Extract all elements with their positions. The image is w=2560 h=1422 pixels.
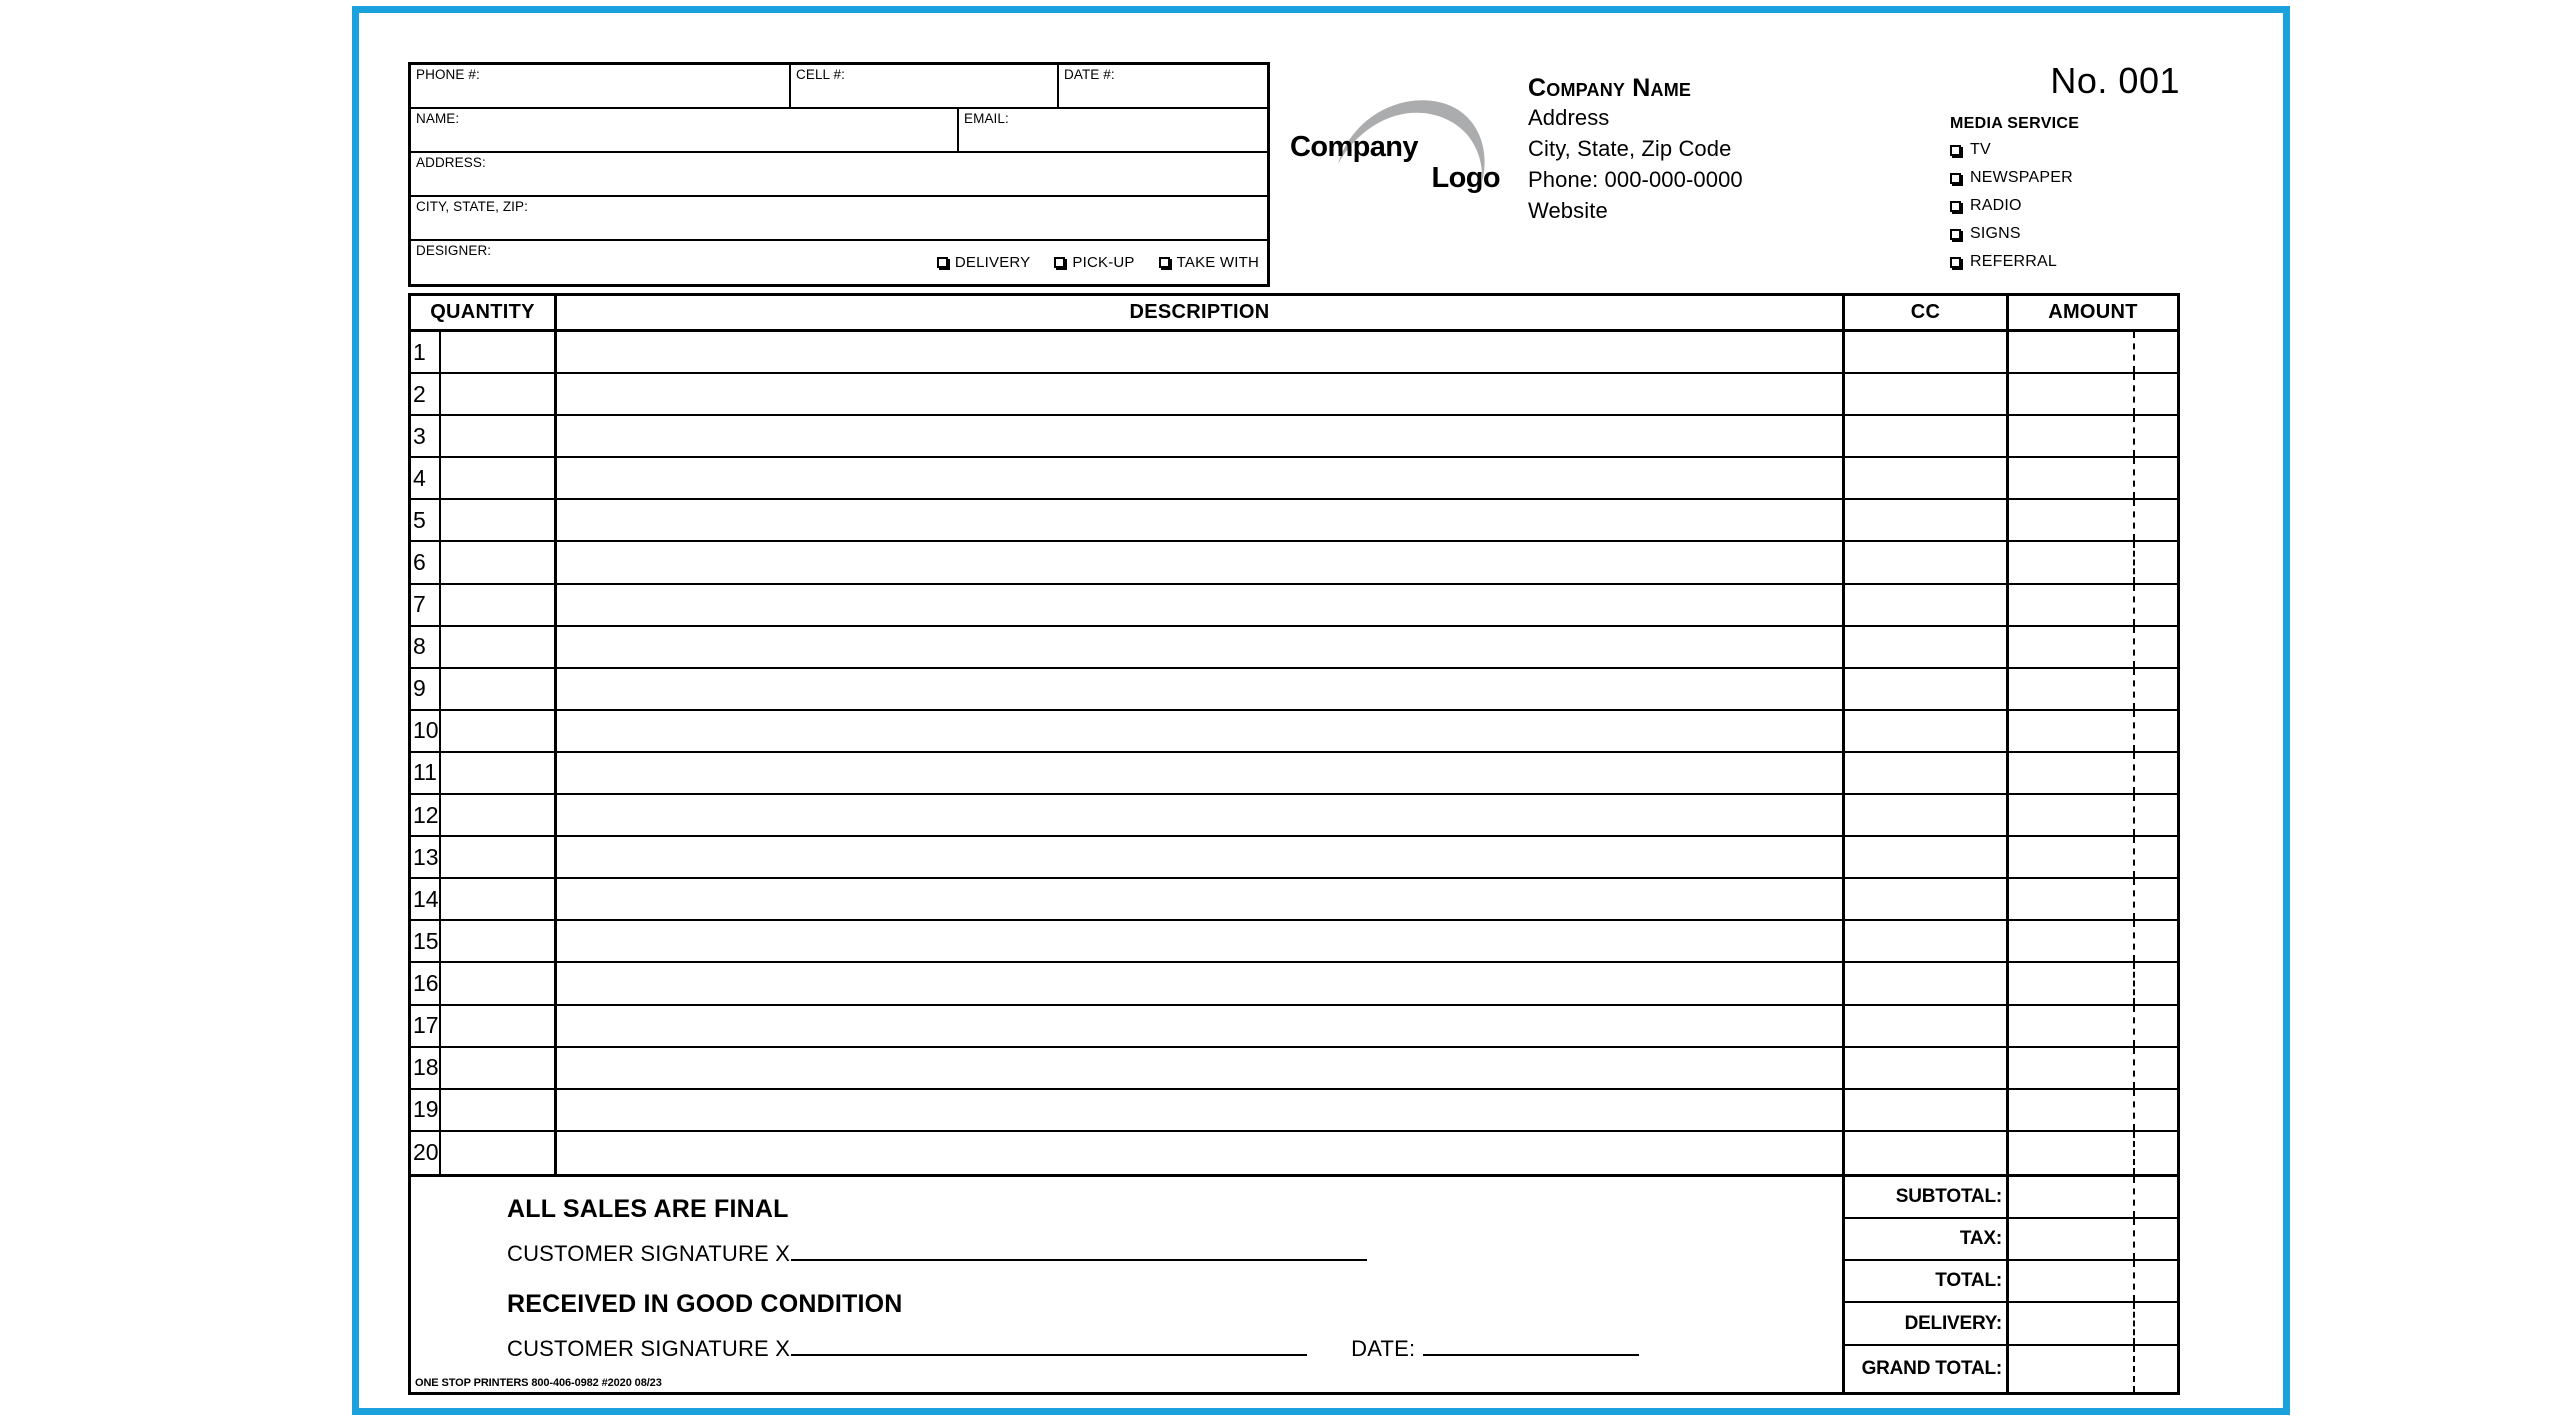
signature-line-1	[507, 1241, 1367, 1267]
company-phone: Phone: 000-000-0000	[1528, 167, 1743, 192]
table-row	[411, 542, 2177, 584]
cell-quantity[interactable]	[441, 921, 557, 961]
delivery-options-group	[937, 254, 1259, 271]
row-number: 5	[411, 500, 441, 540]
totals-value-grand-total[interactable]	[2009, 1346, 2177, 1392]
cell-amount[interactable]	[2009, 837, 2177, 877]
cell-amount[interactable]	[2009, 795, 2177, 835]
checkbox-label-delivery: DELIVERY	[954, 254, 1031, 271]
logo-word-logo: Logo	[1431, 162, 1500, 194]
cents-divider	[2133, 458, 2135, 498]
field-phone-label: PHONE #:	[416, 67, 480, 82]
cell-cc[interactable]	[1845, 669, 2009, 709]
cents-divider	[2133, 921, 2135, 961]
table-row	[411, 711, 2177, 753]
cell-amount[interactable]	[2009, 963, 2177, 1003]
checkbox-option-newspaper[interactable]	[1950, 164, 2180, 192]
cell-amount[interactable]	[2009, 921, 2177, 961]
cents-divider	[2133, 753, 2135, 793]
cell-amount[interactable]	[2009, 627, 2177, 667]
cell-amount[interactable]	[2009, 416, 2177, 456]
cents-divider	[2133, 1346, 2135, 1392]
cents-divider	[2133, 837, 2135, 877]
checkbox-option-take-with[interactable]	[1159, 254, 1259, 271]
field-city-state-zip[interactable]	[411, 197, 1267, 239]
field-designer-label: DESIGNER:	[416, 243, 492, 258]
cell-quantity[interactable]	[441, 374, 557, 414]
customer-info-table	[408, 62, 1270, 287]
cell-quantity[interactable]	[441, 542, 557, 582]
totals-value-total[interactable]	[2009, 1261, 2177, 1301]
cents-divider	[2133, 585, 2135, 625]
cell-amount[interactable]	[2009, 669, 2177, 709]
cell-cc[interactable]	[1845, 542, 2009, 582]
totals-value-tax[interactable]	[2009, 1219, 2177, 1259]
cell-quantity[interactable]	[441, 711, 557, 751]
column-header-cc-label: CC	[1910, 301, 1941, 323]
cents-divider	[2133, 963, 2135, 1003]
cell-quantity[interactable]	[441, 669, 557, 709]
cell-description[interactable]	[557, 332, 1845, 372]
checkbox-option-signs[interactable]	[1950, 220, 2180, 248]
signature-label-2: CUSTOMER SIGNATURE X	[507, 1335, 791, 1361]
checkbox-icon-take-with[interactable]	[1159, 257, 1170, 268]
cell-description[interactable]	[557, 585, 1845, 625]
field-cell[interactable]	[791, 65, 1059, 107]
checkbox-icon-signs[interactable]	[1950, 229, 1961, 240]
table-row	[411, 879, 2177, 921]
cell-amount[interactable]	[2009, 879, 2177, 919]
table-row	[411, 585, 2177, 627]
field-cell-label: CELL #:	[796, 67, 845, 82]
totals-label-grand-total: GRAND TOTAL:	[1845, 1346, 2009, 1392]
cell-description[interactable]	[557, 921, 1845, 961]
checkbox-option-delivery[interactable]	[937, 254, 1031, 271]
field-designer[interactable]	[411, 241, 1267, 284]
cell-amount[interactable]	[2009, 374, 2177, 414]
table-row	[411, 416, 2177, 458]
totals-label-total: TOTAL:	[1845, 1261, 2009, 1301]
invoice-number-block	[1860, 62, 2180, 100]
cell-cc[interactable]	[1845, 1006, 2009, 1046]
cell-amount[interactable]	[2009, 585, 2177, 625]
invoice-number: No. 001	[2050, 60, 2180, 101]
cell-quantity[interactable]	[441, 332, 557, 372]
checkbox-label-newspaper: NEWSPAPER	[1970, 169, 2073, 186]
table-row	[411, 500, 2177, 542]
cell-description[interactable]	[557, 669, 1845, 709]
cell-cc[interactable]	[1845, 500, 2009, 540]
cell-description[interactable]	[557, 711, 1845, 751]
customer-info-row-contact	[411, 65, 1267, 109]
cell-quantity[interactable]	[441, 458, 557, 498]
checkbox-icon-radio[interactable]	[1950, 201, 1961, 212]
table-row	[411, 627, 2177, 669]
row-number: 11	[411, 753, 441, 793]
cell-description[interactable]	[557, 458, 1845, 498]
date-label: DATE:	[1351, 1335, 1416, 1361]
company-logo-text	[1288, 132, 1508, 194]
totals-row	[1845, 1219, 2177, 1261]
totals-label-tax: TAX:	[1845, 1219, 2009, 1259]
checkbox-option-radio[interactable]	[1950, 192, 2180, 220]
cell-amount[interactable]	[2009, 332, 2177, 372]
table-row	[411, 458, 2177, 500]
checkbox-icon-pickup[interactable]	[1054, 257, 1065, 268]
cell-cc[interactable]	[1845, 795, 2009, 835]
cell-quantity[interactable]	[441, 963, 557, 1003]
cents-divider	[2133, 879, 2135, 919]
row-number: 9	[411, 669, 441, 709]
row-number: 6	[411, 542, 441, 582]
cell-cc[interactable]	[1845, 1090, 2009, 1130]
line-items-table	[408, 293, 2180, 1174]
field-name-label: NAME:	[416, 111, 460, 126]
table-row	[411, 795, 2177, 837]
cents-divider	[2133, 795, 2135, 835]
totals-value-subtotal[interactable]	[2009, 1177, 2177, 1217]
media-service-block	[1950, 114, 2180, 276]
cell-cc[interactable]	[1845, 1048, 2009, 1088]
checkbox-label-pickup: PICK-UP	[1072, 254, 1135, 271]
cell-cc[interactable]	[1845, 879, 2009, 919]
field-date-label: DATE #:	[1064, 67, 1115, 82]
company-city-state-zip: City, State, Zip Code	[1528, 136, 1732, 161]
checkbox-label-tv: TV	[1970, 141, 1991, 158]
logo-word-company: Company	[1290, 131, 1418, 163]
cell-description[interactable]	[557, 416, 1845, 456]
totals-row	[1845, 1261, 2177, 1303]
checkbox-option-referral[interactable]	[1950, 248, 2180, 276]
cell-description[interactable]	[557, 837, 1845, 877]
cell-amount[interactable]	[2009, 1048, 2177, 1088]
terms-heading-all-sales-final: ALL SALES ARE FINAL	[507, 1194, 789, 1223]
document-header	[408, 62, 2180, 293]
cell-quantity[interactable]	[441, 416, 557, 456]
totals-value-delivery[interactable]	[2009, 1303, 2177, 1343]
totals-row	[1845, 1303, 2177, 1345]
cents-divider	[2133, 1261, 2135, 1301]
row-number: 1	[411, 332, 441, 372]
totals-label-delivery: DELIVERY:	[1845, 1303, 2009, 1343]
column-header-description-label: DESCRIPTION	[1129, 301, 1270, 323]
row-number: 8	[411, 627, 441, 667]
cents-divider	[2133, 1006, 2135, 1046]
customer-info-row-city	[411, 197, 1267, 241]
row-number: 3	[411, 416, 441, 456]
checkbox-icon-referral[interactable]	[1950, 257, 1961, 268]
cell-amount[interactable]	[2009, 1132, 2177, 1174]
cell-description[interactable]	[557, 1048, 1845, 1088]
checkbox-label-radio: RADIO	[1970, 197, 2022, 214]
signature-line-2	[507, 1336, 1639, 1362]
cell-cc[interactable]	[1845, 416, 2009, 456]
line-items-rows	[411, 332, 2177, 1174]
cell-cc[interactable]	[1845, 711, 2009, 751]
document-footer	[408, 1174, 2180, 1395]
checkbox-icon-tv[interactable]	[1950, 145, 1961, 156]
table-row	[411, 753, 2177, 795]
row-number: 10	[411, 711, 441, 751]
table-row	[411, 1048, 2177, 1090]
cell-amount[interactable]	[2009, 500, 2177, 540]
row-number: 13	[411, 837, 441, 877]
signature-label-1: CUSTOMER SIGNATURE X	[507, 1240, 791, 1266]
cell-amount[interactable]	[2009, 458, 2177, 498]
cents-divider	[2133, 669, 2135, 709]
signature-rule-2[interactable]	[791, 1354, 1307, 1356]
cell-description[interactable]	[557, 879, 1845, 919]
row-number: 12	[411, 795, 441, 835]
table-row	[411, 1006, 2177, 1048]
cell-quantity[interactable]	[441, 1090, 557, 1130]
signature-rule-1[interactable]	[791, 1259, 1367, 1261]
cell-cc[interactable]	[1845, 627, 2009, 667]
field-email-label: EMAIL:	[964, 111, 1009, 126]
totals-table	[1845, 1177, 2177, 1392]
cell-cc[interactable]	[1845, 374, 2009, 414]
row-number: 2	[411, 374, 441, 414]
cell-description[interactable]	[557, 500, 1845, 540]
checkbox-icon-newspaper[interactable]	[1950, 173, 1961, 184]
cents-divider	[2133, 500, 2135, 540]
customer-info-row-designer	[411, 241, 1267, 284]
cents-divider	[2133, 627, 2135, 667]
row-number: 7	[411, 585, 441, 625]
cell-description[interactable]	[557, 753, 1845, 793]
date-rule[interactable]	[1423, 1354, 1639, 1356]
table-row	[411, 837, 2177, 879]
printer-credit: ONE STOP PRINTERS 800-406-0982 #2020 08/23	[415, 1376, 662, 1389]
cell-description[interactable]	[557, 374, 1845, 414]
cell-quantity[interactable]	[441, 795, 557, 835]
cell-quantity[interactable]	[441, 753, 557, 793]
cell-amount[interactable]	[2009, 1090, 2177, 1130]
cell-description[interactable]	[557, 1006, 1845, 1046]
cell-cc[interactable]	[1845, 332, 2009, 372]
cell-quantity[interactable]	[441, 627, 557, 667]
checkbox-label-take-with: TAKE WITH	[1176, 254, 1259, 271]
checkbox-label-referral: REFERRAL	[1970, 253, 2057, 270]
company-logo	[1288, 88, 1508, 208]
company-website: Website	[1528, 198, 1608, 223]
row-number: 16	[411, 963, 441, 1003]
cell-quantity[interactable]	[441, 500, 557, 540]
field-address[interactable]	[411, 153, 1267, 195]
cents-divider	[2133, 332, 2135, 372]
cents-divider	[2133, 711, 2135, 751]
totals-label-subtotal: SUBTOTAL:	[1845, 1177, 2009, 1217]
table-row	[411, 921, 2177, 963]
terms-heading-received-good-condition: RECEIVED IN GOOD CONDITION	[507, 1289, 903, 1318]
customer-info-row-name	[411, 109, 1267, 153]
cell-description[interactable]	[557, 1132, 1845, 1174]
cell-cc[interactable]	[1845, 1132, 2009, 1174]
cents-divider	[2133, 1219, 2135, 1259]
table-row	[411, 332, 2177, 374]
row-number: 4	[411, 458, 441, 498]
cell-cc[interactable]	[1845, 921, 2009, 961]
column-header-amount	[2009, 296, 2177, 329]
column-header-cc	[1845, 296, 2009, 329]
field-city-state-zip-label: CITY, STATE, ZIP:	[416, 199, 528, 214]
cell-description[interactable]	[557, 542, 1845, 582]
company-name: Company Name	[1528, 74, 1692, 102]
cell-amount[interactable]	[2009, 542, 2177, 582]
cell-amount[interactable]	[2009, 753, 2177, 793]
table-row	[411, 1132, 2177, 1174]
cell-cc[interactable]	[1845, 585, 2009, 625]
cell-amount[interactable]	[2009, 711, 2177, 751]
table-row	[411, 1090, 2177, 1132]
cell-cc[interactable]	[1845, 837, 2009, 877]
cell-description[interactable]	[557, 795, 1845, 835]
cents-divider	[2133, 1132, 2135, 1174]
cell-quantity[interactable]	[441, 1048, 557, 1088]
field-address-label: ADDRESS:	[416, 155, 486, 170]
checkbox-icon-delivery[interactable]	[937, 257, 948, 268]
cell-description[interactable]	[557, 1090, 1845, 1130]
cents-divider	[2133, 374, 2135, 414]
cents-divider	[2133, 1303, 2135, 1343]
cents-divider	[2133, 542, 2135, 582]
column-header-quantity	[411, 296, 557, 329]
cents-divider	[2133, 1177, 2135, 1217]
column-header-amount-label: AMOUNT	[2048, 301, 2138, 323]
totals-row	[1845, 1346, 2177, 1392]
table-row	[411, 374, 2177, 416]
invoice-document	[408, 60, 2180, 1389]
media-service-title: MEDIA SERVICE	[1950, 115, 2080, 132]
cell-quantity[interactable]	[441, 1132, 557, 1174]
table-row	[411, 669, 2177, 711]
field-phone[interactable]	[411, 65, 791, 107]
table-header-row	[411, 296, 2177, 332]
field-email[interactable]	[959, 109, 1267, 151]
checkbox-label-signs: SIGNS	[1970, 225, 2021, 242]
checkbox-option-pickup[interactable]	[1054, 254, 1134, 271]
company-address: Address	[1528, 105, 1610, 130]
cell-quantity[interactable]	[441, 1006, 557, 1046]
cents-divider	[2133, 1090, 2135, 1130]
field-date[interactable]	[1059, 65, 1267, 107]
cell-description[interactable]	[557, 627, 1845, 667]
row-number: 17	[411, 1006, 441, 1046]
cell-quantity[interactable]	[441, 585, 557, 625]
row-number: 15	[411, 921, 441, 961]
column-header-quantity-label: QUANTITY	[430, 301, 535, 323]
customer-info-row-address	[411, 153, 1267, 197]
row-number: 18	[411, 1048, 441, 1088]
table-row	[411, 963, 2177, 1005]
column-header-description	[557, 296, 1845, 329]
totals-row	[1845, 1177, 2177, 1219]
cell-quantity[interactable]	[441, 837, 557, 877]
row-number: 14	[411, 879, 441, 919]
cell-cc[interactable]	[1845, 753, 2009, 793]
row-number: 20	[411, 1132, 441, 1174]
cell-quantity[interactable]	[441, 879, 557, 919]
terms-and-signatures	[411, 1177, 1845, 1392]
cell-description[interactable]	[557, 963, 1845, 1003]
field-name[interactable]	[411, 109, 959, 151]
cents-divider	[2133, 1048, 2135, 1088]
row-number: 19	[411, 1090, 441, 1130]
cell-cc[interactable]	[1845, 458, 2009, 498]
cell-amount[interactable]	[2009, 1006, 2177, 1046]
cents-divider	[2133, 416, 2135, 456]
cell-cc[interactable]	[1845, 963, 2009, 1003]
checkbox-option-tv[interactable]	[1950, 136, 2180, 164]
